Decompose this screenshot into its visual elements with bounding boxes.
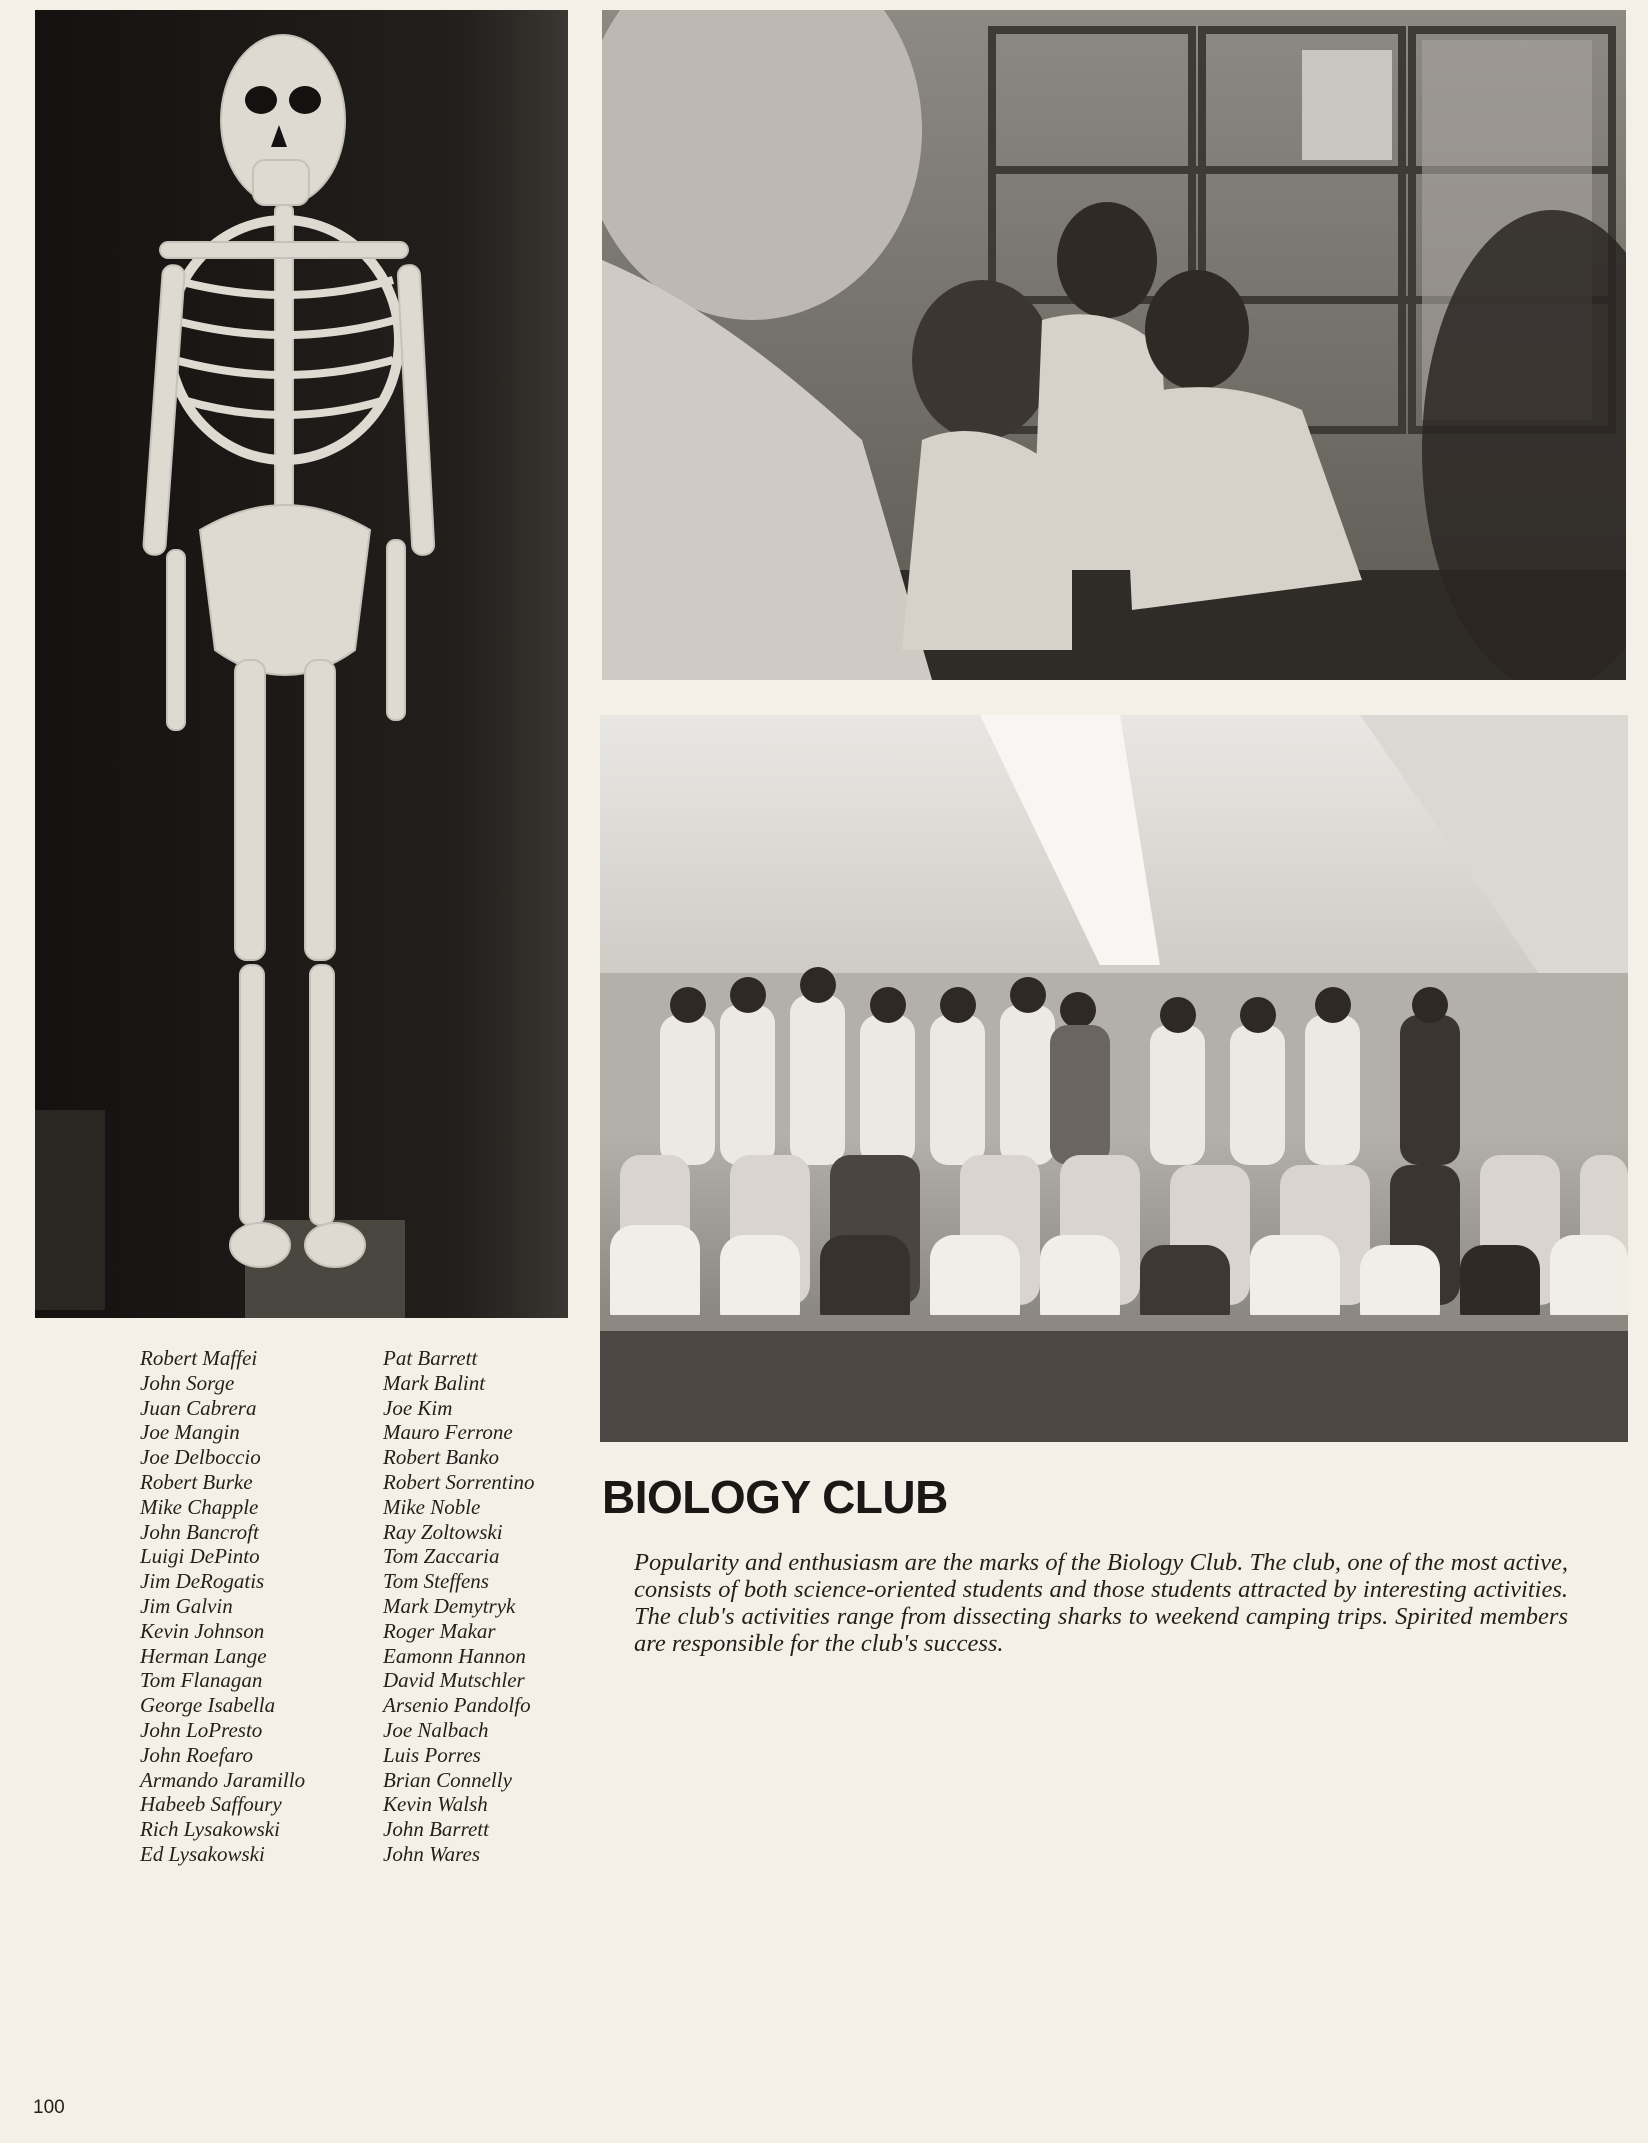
member-name: Pat Barrett — [383, 1346, 478, 1370]
member-name: Mark Demytryk — [383, 1593, 516, 1618]
member-name: Kevin Johnson — [140, 1618, 265, 1643]
club-description: Popularity and enthusiasm are the marks of the Biology Club. The club, one of the most active, consists of both science-oriented students and those students attracted by interesting activities. The club's activities range from dissecting sharks to weekend camping trips. Spirited members are responsible for the club's success. — [634, 1549, 1568, 1657]
member-name: David Mutschler — [383, 1668, 525, 1693]
biology-club-group-photo — [600, 715, 1628, 1442]
page-number: 100 — [33, 2097, 65, 2118]
member-name: Juan Cabrera — [140, 1395, 257, 1420]
member-name: Robert Maffei — [140, 1346, 258, 1370]
member-name: Joe Delboccio — [140, 1445, 261, 1470]
member-name: Robert Banko — [383, 1445, 500, 1470]
member-names-right-column — [383, 1346, 534, 1867]
member-name: Jim DeRogatis — [140, 1569, 265, 1594]
member-name: Mike Noble — [383, 1494, 481, 1519]
member-name: John Sorge — [140, 1370, 235, 1395]
member-name: George Isabella — [140, 1693, 276, 1718]
lab-students-photo — [602, 10, 1626, 680]
member-name: Rich Lysakowski — [140, 1817, 280, 1842]
member-name: Mark Balint — [383, 1370, 486, 1395]
member-name: Robert Burke — [140, 1469, 253, 1494]
member-name: John Barrett — [383, 1817, 489, 1842]
member-name: Joe Nalbach — [383, 1717, 489, 1742]
club-title: BIOLOGY CLUB — [602, 1471, 948, 1523]
member-name: John Bancroft — [140, 1519, 259, 1544]
member-name: Ray Zoltowski — [383, 1519, 503, 1544]
member-name: Armando Jaramillo — [140, 1767, 306, 1792]
member-name: Tom Steffens — [383, 1569, 489, 1594]
member-name: Habeeb Saffoury — [140, 1792, 282, 1817]
member-name: John Wares — [383, 1841, 481, 1866]
member-name: Joe Kim — [383, 1395, 453, 1420]
member-name: Ed Lysakowski — [140, 1841, 265, 1866]
member-name: Brian Connelly — [383, 1767, 512, 1792]
member-names-left-column — [140, 1346, 305, 1867]
member-name: Roger Makar — [383, 1618, 496, 1643]
member-name: Mauro Ferrone — [383, 1420, 513, 1445]
member-name: Kevin Walsh — [383, 1792, 488, 1817]
skeleton-photo — [35, 10, 568, 1318]
member-name: Joe Mangin — [140, 1420, 240, 1445]
member-name: Luigi DePinto — [140, 1544, 260, 1569]
member-name: Herman Lange — [140, 1643, 267, 1668]
member-name: John LoPresto — [140, 1717, 263, 1742]
member-name: Tom Flanagan — [140, 1668, 263, 1693]
member-name: Mike Chapple — [140, 1494, 259, 1519]
member-name: Robert Sorrentino — [383, 1469, 535, 1494]
member-name: Tom Zaccaria — [383, 1544, 500, 1569]
member-name: Eamonn Hannon — [383, 1643, 526, 1668]
member-name: Arsenio Pandolfo — [383, 1693, 531, 1718]
member-name: John Roefaro — [140, 1742, 253, 1767]
member-name: Luis Porres — [383, 1742, 481, 1767]
member-name: Jim Galvin — [140, 1593, 233, 1618]
